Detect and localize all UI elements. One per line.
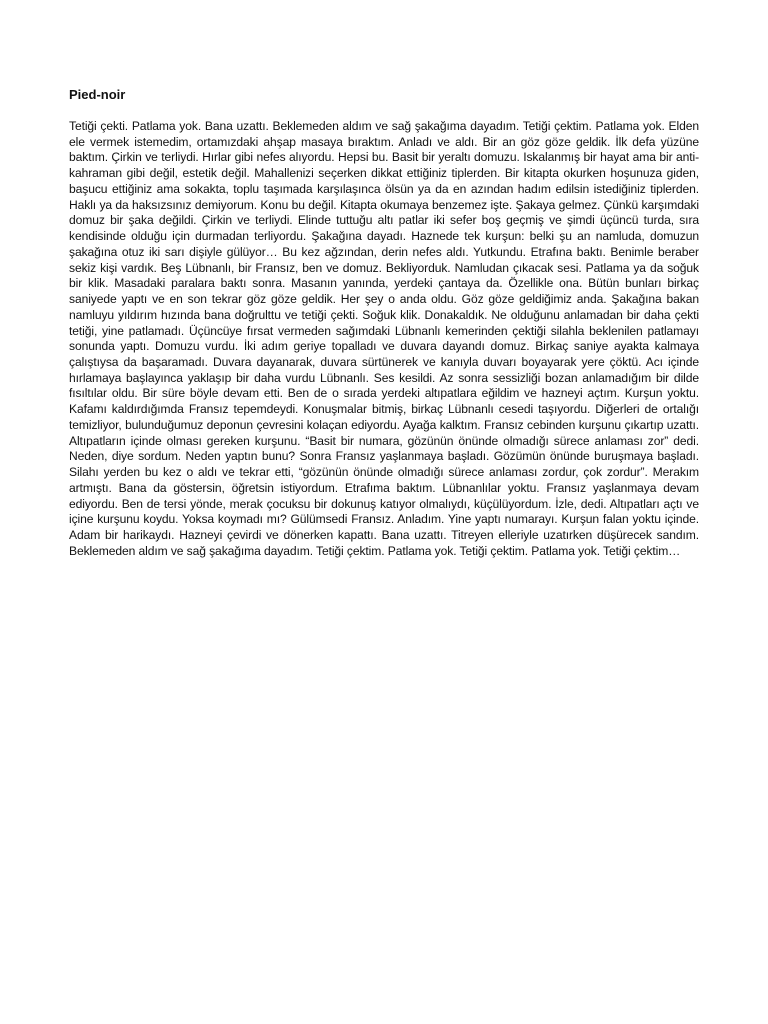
document-title: Pied-noir <box>69 87 126 102</box>
document-paragraph: Tetiği çekti. Patlama yok. Bana uzattı. Beklemeden aldım ve sağ şakağıma dayadım. Tetiği çektim. Patlama yok. Elden ele vermek istemedim, ortamızdaki ahşap masaya bıraktım. Anladı ve aldı. Bir an göz göze geldik. İlk defa yüzüne baktım. Çirkin ve terliydi. Hırlar gibi nefes alıyordu. Hepsi bu. Basit bir yeraltı domuzu. Iskalanmış bir hayat ama bir anti-kahraman gibi değil, estetik değil. Mahallenizi seçerken dikkat ettiğiniz tiplerden. Bir kitapta okurken hoşunuza giden, başucu ettiğiniz ama sokakta, toplu taşımada karşılaşınca ölsün ya da en azından hadım edilsin istediğiniz tiplerden. Haklı ya da haksızsınız demiyorum. Konu bu değil. Kitapta okumaya benzemez işte. Şakaya gelmez. Çünkü karşımdaki domuz bir şaka değildi. Çirkin ve terliydi. Elinde tuttuğu altı patlar iki sefer boş geçmiş ve şimdi üçüncü turda, sıra kendisinde olduğu için durmadan terliyordu. Şakağına dayadı. Haznede tek kurşun: belki şu an namluda, domuzun şakağına otuz iki sarı dişiyle gülüyor… Bu kez ağzından, derin nefes aldı. Yutkundu. Etrafına baktı. Benimle beraber sekiz kişi vardık. Beş Lübnanlı, bir Fransız, ben ve domuz. Bekliyorduk. Namludan çıkacak sesi. Patlama ya da soğuk bir klik. Masadaki paralara baktı sonra. Masanın yanında, yerdeki çantaya da. Özellikle ona. Bütün bunları birkaç saniyede yaptı ve en son tekrar göz göze geldik. Her şey o anda oldu. Göz göze geldiğimiz anda. Şakağına bakan namluyu yıldırım hızında bana doğrulttu ve tetiği çekti. Soğuk klik. Donakaldık. Ne olduğunu anlamadan bir daha çekti tetiği, yine patlamadı. Üçüncüye fırsat vermeden sağımdaki Lübnanlı kemerinden çektiği silahla beklenilen patlamayı sonunda yaptı. Domuzu vurdu. İki adım geriye topalladı ve duvara dayandı domuz. Birkaç saniye ayakta kalmaya çalıştıysa da başaramadı. Duvara dayanarak, duvara sürtünerek ve kanıyla duvarı boyayarak yere çöktü. Acı içinde hırlamaya başlayınca yaklaşıp bir daha vurdu Lübnanlı. Ses kesildi. Az sonra sessizliği bozan anlamadığım bir dilde fısıltılar oldu. Bir süre böyle devam etti. Ben de o sırada yerdeki altıpatlara eğildim ve hazneyi açtım. Kurşun yoktu. Kafamı kaldırdığımda Fransız tepemdeydi. Konuşmalar bitmiş, birkaç Lübnanlı cesedi taşıyordu. Diğerleri de ortalığı temizliyor, bulunduğumuz deponun çevresini kolaçan ediyordu. Ayağa kalktım. Fransız cebinden kurşunu çıkartıp uzattı. Altıpatların içinde olması gereken kurşunu. “Basit bir numara, gözünün önünde olmadığı sürece anlaması zor” dedi. Neden, diye sordum. Neden yaptın bunu? Sonra Fransız yaşlanmaya başladı. Gözümün önünde buruşmaya başladı. Silahı yerden bu kez o aldı ve tekrar etti, “gözünün önünde olmadığı sürece anlaması zordur, çok zordur”. Merakım artmıştı. Bana da göstersin, öğretsin istiyordum. Etrafıma baktım. Lübnanlılar yoktu. Fransız yaşlanmaya devam ediyordu. Ben de tersi yönde, merak çocuksu bir dokunuş katıyor olmalıydı, küçülüyordum. İzle, dedi. Altıpatları açtı ve içine kurşunu koydu. Yoksa koymadı mı? Gülümsedi Fransız. Anladım. Yine yaptı numarayı. Kurşun falan yoktu içinde. Adam bir harikaydı. Hazneyi çevirdi ve dönerken kapattı. Bana uzattı. Titreyen elleriyle uzatırken düşürecek sandım. Beklemeden aldım ve sağ şakağıma dayadım. Tetiği çektim. Patlama yok. Tetiği çektim. Patlama yok. Tetiği çektim… <box>69 119 699 558</box>
document-page <box>69 86 699 560</box>
